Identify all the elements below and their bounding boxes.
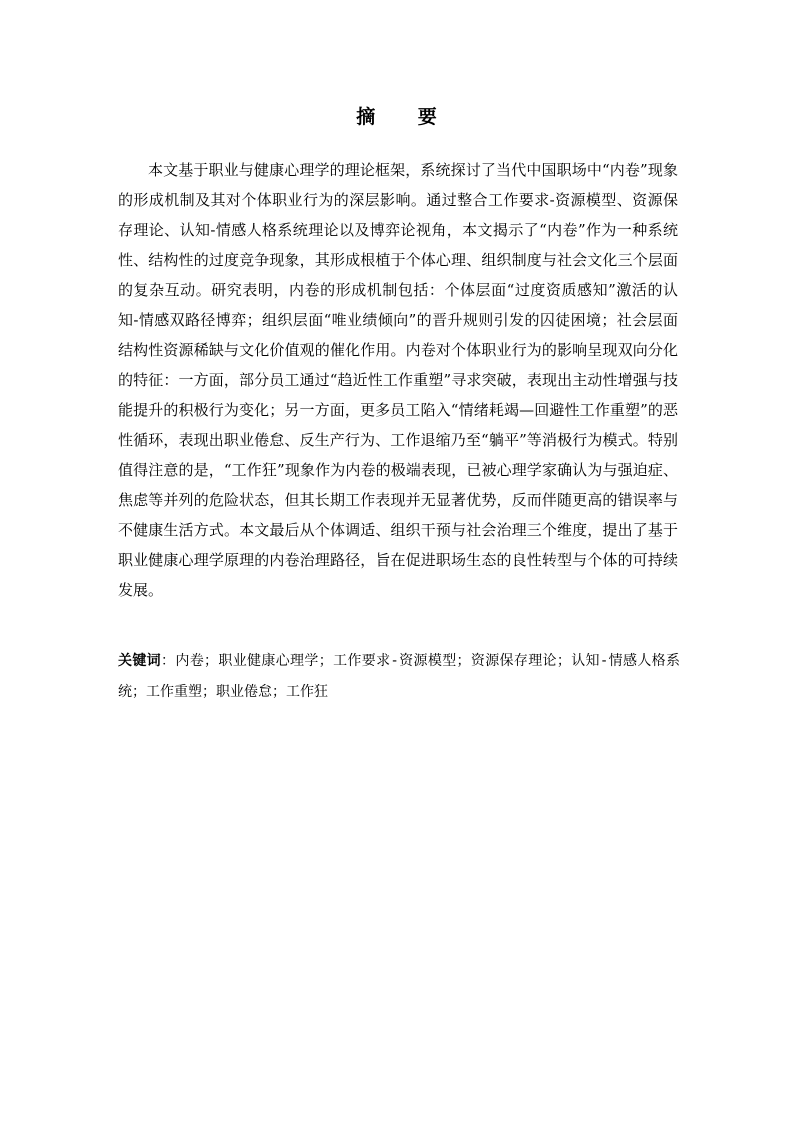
abstract-title: 摘 要 xyxy=(356,106,455,128)
keywords-text: 内卷；职业健康心理学；工作要求-资源模型；资源保存理论；认知-情感人格系统；工作重塑；职业倦怠；工作狂 xyxy=(118,653,681,700)
keywords-separator: ： xyxy=(161,653,176,669)
keywords-line xyxy=(118,646,680,708)
keywords-label: 关键词 xyxy=(118,653,162,669)
abstract-body: 本文基于职业与健康心理学的理论框架，系统探讨了当代中国职场中“内卷”现象的形成机制及其对个体职业行为的深层影响。通过整合工作要求-资源模型、资源保存理论、认知-情感人格系统理论以及博弈论视角，本文揭示了“内卷”作为一种系统性、结构性的过度竞争现象，其形成根植于个体心理、组织制度与社会文化三个层面的复杂互动。研究表明，内卷的形成机制包括：个体层面“过度资质感知”激活的认知-情感双路径博弈；组织层面“唯业绩倾向”的晋升规则引发的囚徒困境；社会层面结构性资源稀缺与文化价值观的催化作用。内卷对个体职业行为的影响呈现双向分化的特征：一方面，部分员工通过“趋近性工作重塑”寻求突破，表现出主动性增强与技能提升的积极行为变化；另一方面，更多员工陷入“情绪耗竭—回避性工作重塑”的恶性循环，表现出职业倦怠、反生产行为、工作退缩乃至“躺平”等消极行为模式。特别值得注意的是，“工作狂”现象作为内卷的极端表现，已被心理学家确认为与强迫症、焦虑等并列的危险状态，但其长期工作表现并无显著优势，反而伴随更高的错误率与不健康生活方式。本文最后从个体调适、组织干预与社会治理三个维度，提出了基于职业健康心理学原理的内卷治理路径，旨在促进职场生态的良性转型与个体的可持续发展。 xyxy=(118,161,678,599)
